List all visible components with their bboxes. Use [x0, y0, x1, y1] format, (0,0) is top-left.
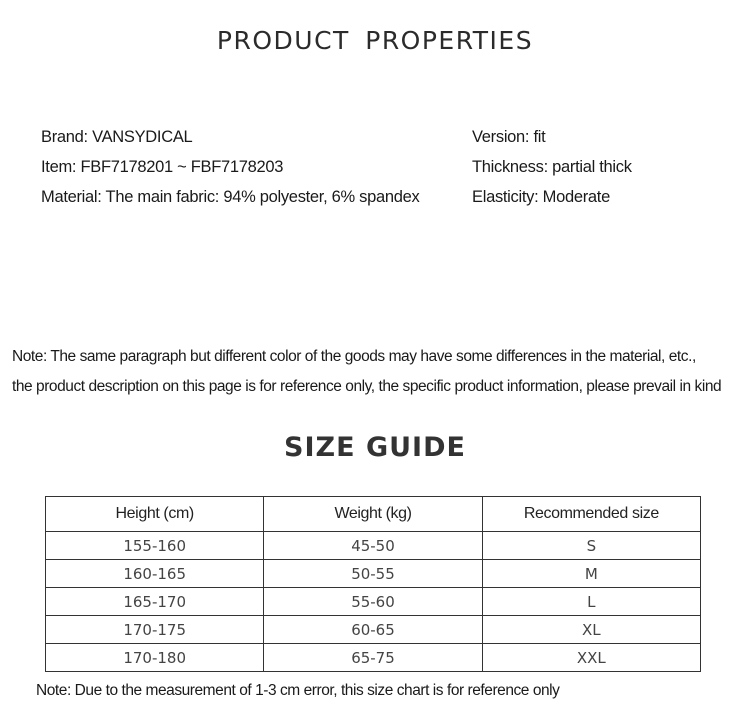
page-title: PRODUCT PROPERTIES	[216, 26, 534, 55]
property-row	[41, 156, 721, 186]
cell-size: M	[482, 560, 700, 588]
product-note	[12, 342, 742, 402]
table-row	[46, 616, 701, 644]
cell-height: 165-170	[46, 588, 264, 616]
size-chart-footnote: Note: Due to the measurement of 1-3 cm error, this size chart is for reference only	[36, 682, 560, 699]
size-guide-table	[45, 496, 701, 672]
cell-size: L	[482, 588, 700, 616]
property-row	[41, 126, 721, 156]
property-elasticity: Elasticity: Moderate	[472, 188, 610, 206]
note-line-1: Note: The same paragraph but different color of the goods may have some differences in the material, etc.,	[12, 348, 696, 365]
cell-size: S	[482, 532, 700, 560]
cell-size: XXL	[482, 644, 700, 672]
cell-height: 170-175	[46, 616, 264, 644]
cell-weight: 65-75	[264, 644, 482, 672]
property-thickness: Thickness: partial thick	[472, 158, 632, 176]
cell-height: 160-165	[46, 560, 264, 588]
product-properties	[41, 126, 721, 216]
size-guide-title: SIZE GUIDE	[284, 432, 466, 463]
table-row	[46, 644, 701, 672]
property-material: Material: The main fabric: 94% polyester, 6% spandex	[41, 188, 420, 206]
table-header-row	[46, 497, 701, 532]
cell-weight: 50-55	[264, 560, 482, 588]
header-weight: Weight (kg)	[264, 497, 482, 532]
cell-weight: 60-65	[264, 616, 482, 644]
property-item: Item: FBF7178201 ~ FBF7178203	[41, 158, 284, 176]
cell-height: 155-160	[46, 532, 264, 560]
property-row	[41, 186, 721, 216]
property-version: Version: fit	[472, 128, 546, 146]
header-height: Height (cm)	[46, 497, 264, 532]
note-line-2: the product description on this page is for reference only, the specific product information, please prevail in kind	[12, 378, 722, 395]
cell-weight: 55-60	[264, 588, 482, 616]
table-row	[46, 532, 701, 560]
header-recommended-size: Recommended size	[482, 497, 700, 532]
table-row	[46, 560, 701, 588]
property-brand: Brand: VANSYDICAL	[41, 128, 193, 146]
table-row	[46, 588, 701, 616]
cell-height: 170-180	[46, 644, 264, 672]
cell-size: XL	[482, 616, 700, 644]
cell-weight: 45-50	[264, 532, 482, 560]
